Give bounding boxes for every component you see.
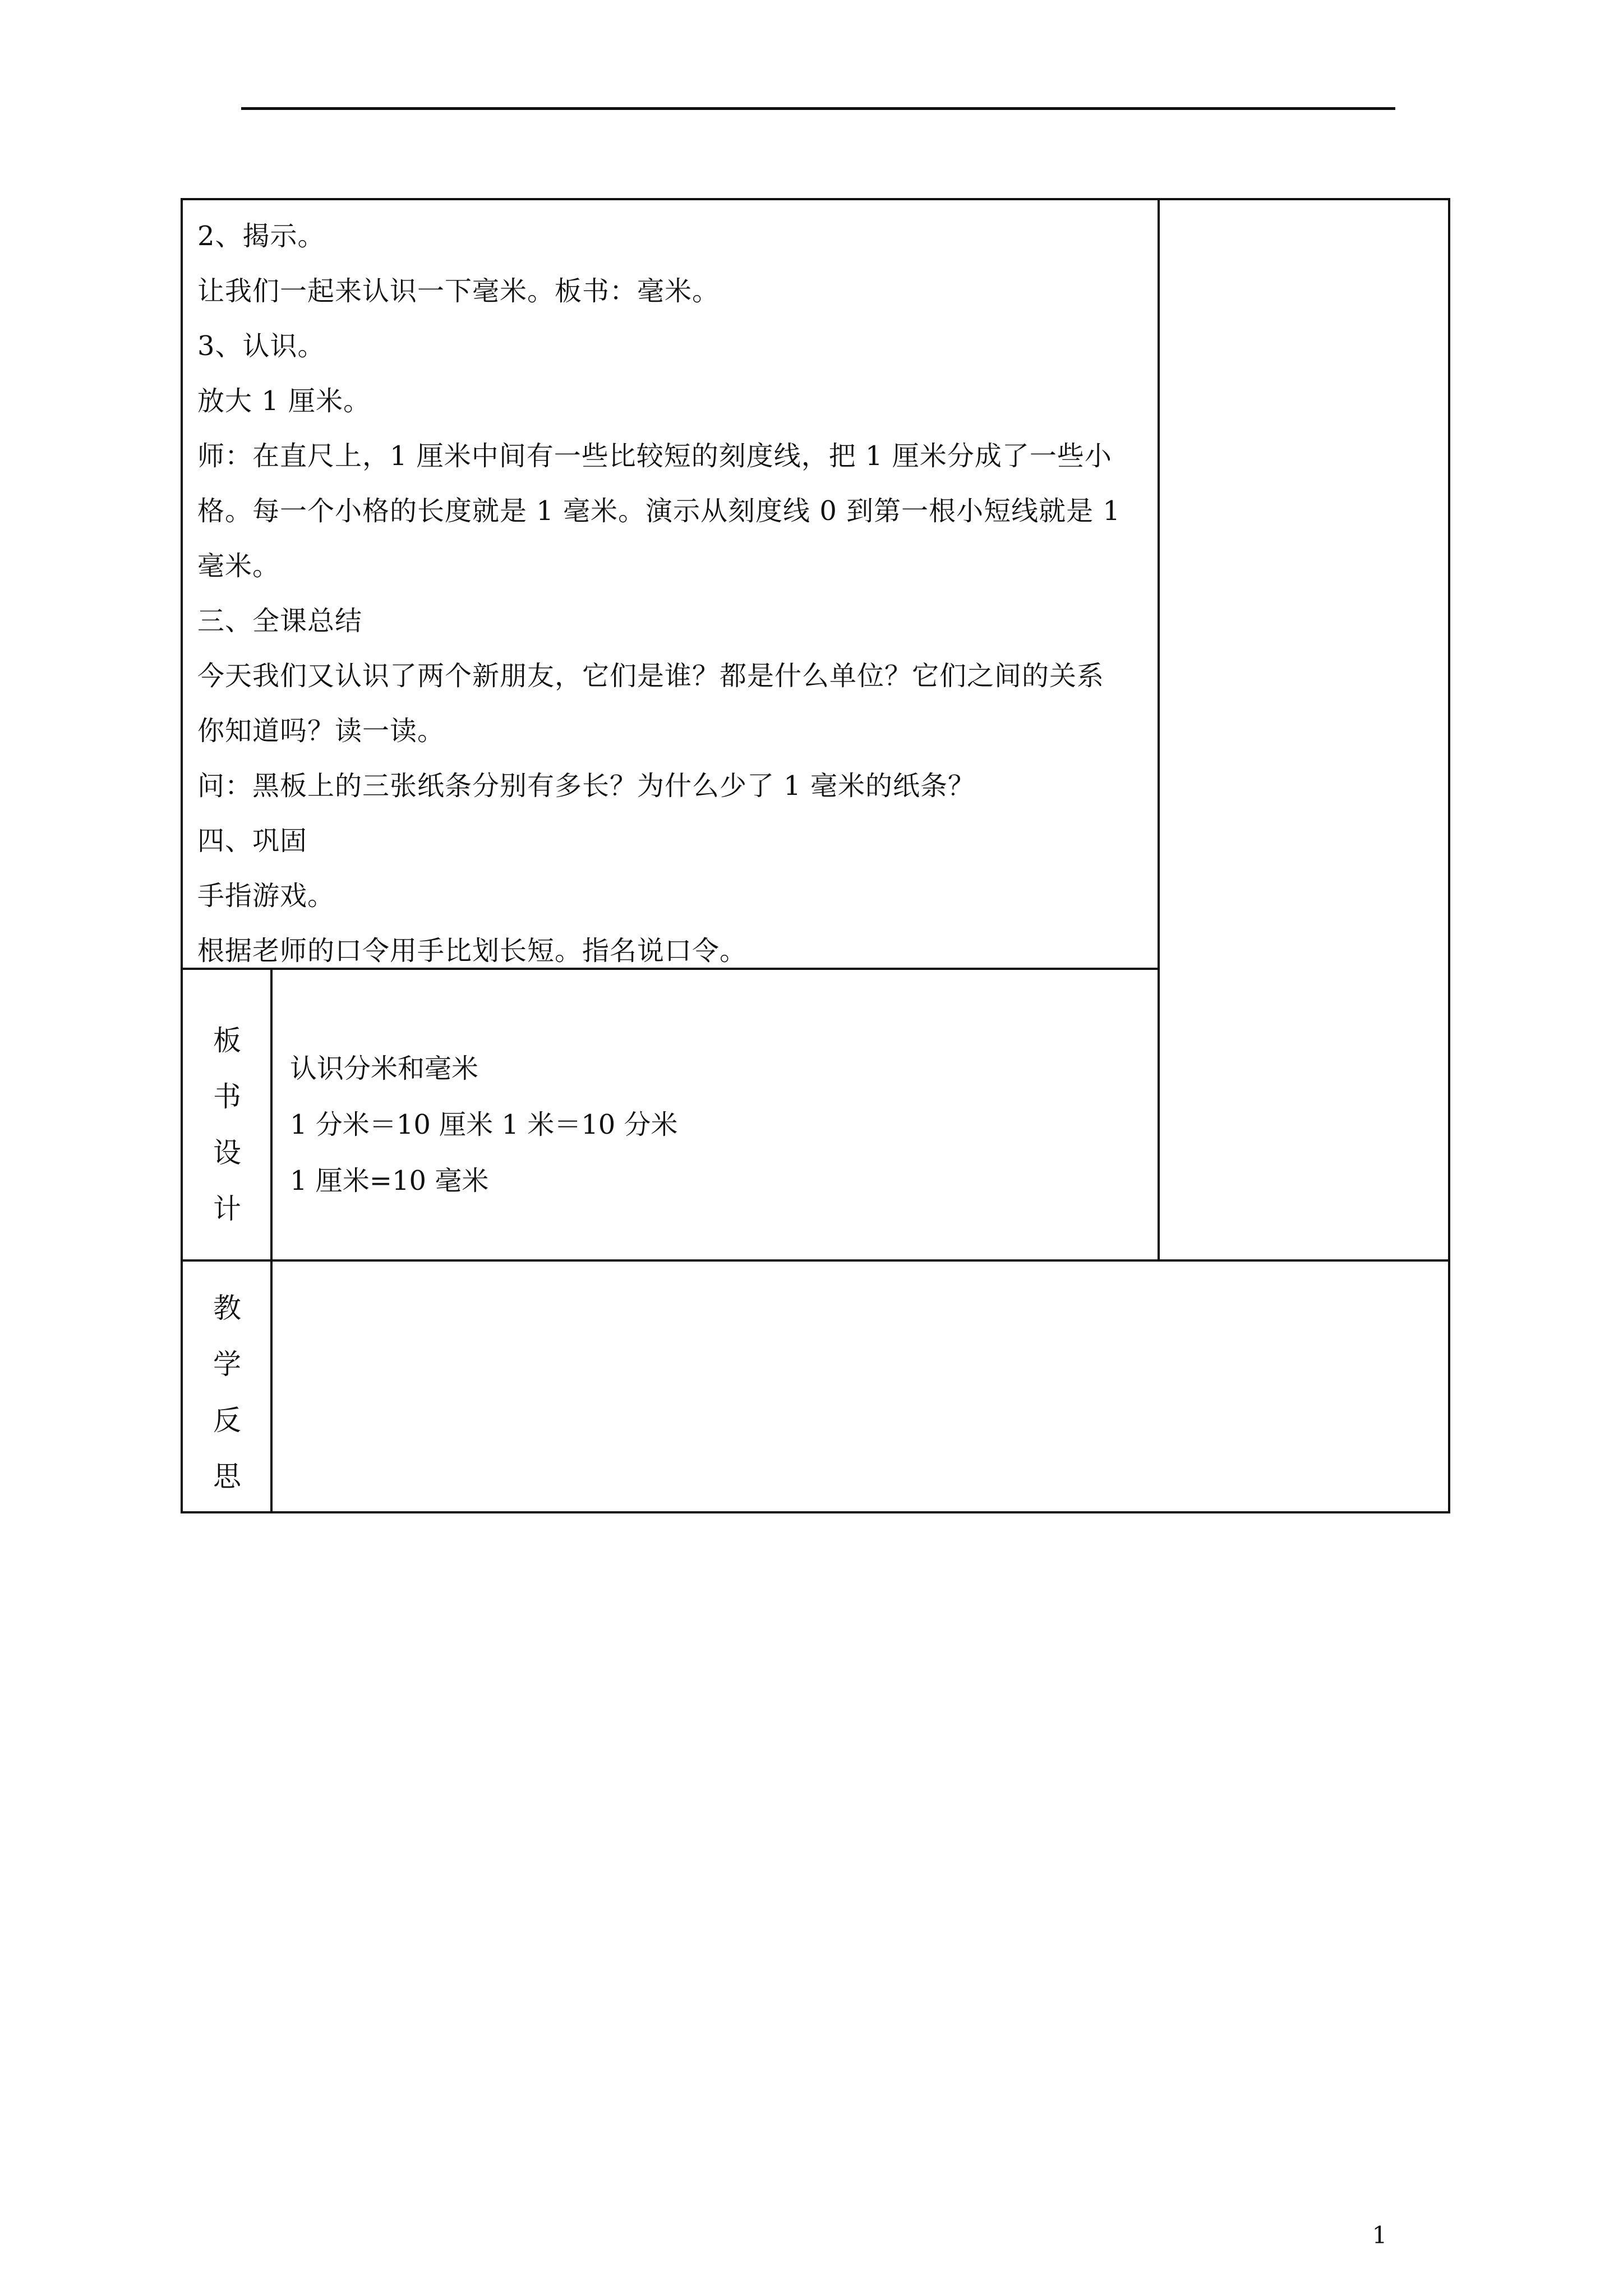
label-char: 设: [213, 1137, 241, 1169]
lesson-line: 今天我们又认识了两个新朋友，它们是谁？都是什么单位？它们之间的关系: [197, 660, 1105, 692]
reflection-label: [182, 1280, 272, 1504]
board-line: 认识分米和毫米: [290, 1053, 479, 1084]
notes-column-divider: [1158, 198, 1160, 1262]
lesson-line: 问：黑板上的三张纸条分别有多长？为什么少了 1 毫米的纸条？: [197, 770, 976, 802]
lesson-line: 师：在直尺上，1 厘米中间有一些比较短的刻度线，把 1 厘米分成了一些小: [197, 440, 1112, 472]
reflection-row-top-rule: [181, 1259, 1450, 1262]
lesson-line: 根据老师的口令用手比划长短。指名说口令。: [197, 935, 748, 967]
board-line: 1 分米＝10 厘米 1 米＝10 分米: [290, 1109, 678, 1140]
lesson-line: 毫米。: [197, 550, 280, 582]
lesson-line: 你知道吗？读一读。: [197, 715, 445, 747]
label-char: 书: [213, 1080, 241, 1113]
lesson-line: 让我们一起来认识一下毫米。板书：毫米。: [197, 275, 720, 307]
header-rule: [241, 107, 1395, 110]
board-design-content: [290, 1041, 1131, 1209]
lesson-line: 放大 1 厘米。: [197, 385, 371, 417]
lesson-line: 手指游戏。: [197, 880, 335, 912]
label-char: 思: [213, 1460, 241, 1493]
label-char: 教: [213, 1292, 241, 1324]
lesson-line: 3、认识。: [197, 330, 325, 362]
board-design-label: [182, 1013, 272, 1237]
label-char: 板: [213, 1024, 241, 1057]
lesson-line: 四、巩固: [197, 825, 308, 857]
lesson-content: [197, 209, 1151, 978]
board-line: 1 厘米=10 毫米: [290, 1165, 489, 1197]
lesson-line: 三、全课总结: [197, 605, 363, 637]
label-char: 计: [213, 1193, 241, 1225]
lesson-line: 格。每一个小格的长度就是 1 毫米。演示从刻度线 0 到第一根小短线就是 1: [197, 495, 1121, 527]
page-number: 1: [1372, 2221, 1387, 2249]
label-char: 反: [213, 1404, 241, 1437]
label-char: 学: [213, 1348, 241, 1381]
lesson-line: 2、揭示。: [197, 220, 325, 252]
